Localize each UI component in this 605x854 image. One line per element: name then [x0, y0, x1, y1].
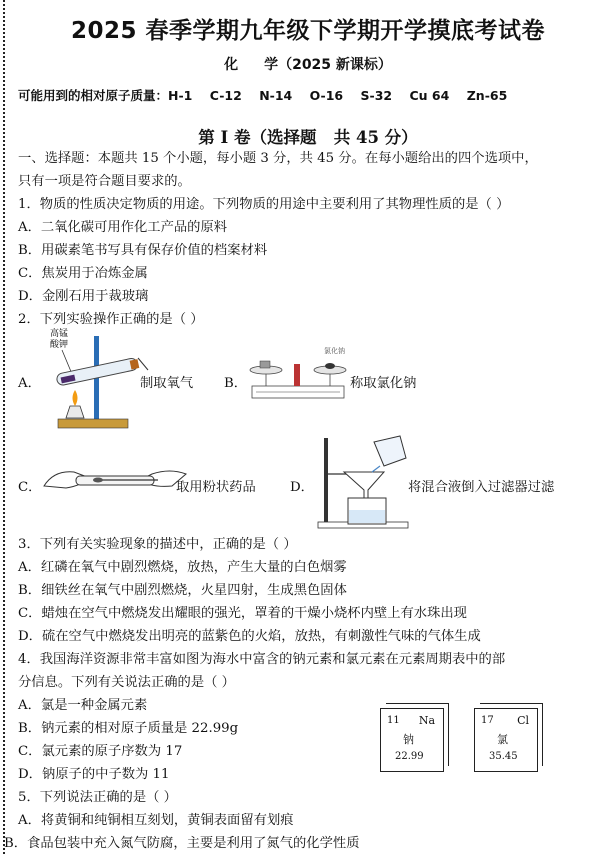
alcohol-lamp — [66, 406, 84, 418]
nacl-label: 氯化钠 — [324, 347, 345, 355]
q3-stem: 3．下列有关实验现象的描述中，正确的是（ ） — [18, 537, 297, 552]
subject-char-1: 化 — [224, 57, 239, 73]
flame — [73, 390, 78, 406]
q1-stem: 1．物质的性质决定物质的用途。下列物质的用途中主要利用了其物理性质的是（ ） — [18, 197, 510, 212]
filtration-figure — [314, 432, 414, 532]
q4-option-d: D．钠原子的中子数为 11 — [18, 767, 170, 782]
q2-option-a-label: A． — [18, 376, 41, 391]
weight — [260, 361, 270, 368]
sodium-symbol: Na — [418, 714, 435, 727]
chlorine-number: 17 — [481, 715, 494, 726]
q2-option-d-label: D． — [290, 480, 314, 495]
subject-char-2: 学（2025 新课标） — [264, 57, 392, 73]
chlorine-name: 氯 — [497, 733, 508, 746]
oxygen-apparatus-figure — [36, 326, 156, 430]
chlorine-element-tile — [474, 708, 538, 772]
q2-option-b-text: 称取氯化钠 — [350, 376, 417, 391]
sodium-mass: 22.99 — [395, 751, 424, 762]
section-intro-2: 只有一项是符合题目要求的。 — [18, 174, 191, 189]
q5-stem: 5．下列说法正确的是（ ） — [18, 790, 177, 805]
q3-option-d: D．硫在空气中燃烧发出明亮的蓝紫色的火焰，放热，有刺激性气味的气体生成 — [18, 629, 481, 644]
subject-line — [18, 54, 598, 74]
q1-option-c: C．焦炭用于冶炼金属 — [18, 266, 148, 281]
q1-option-a: A．二氧化碳可用作化工产品的原料 — [18, 220, 228, 235]
kmno4-label-2: 酸钾 — [50, 340, 69, 350]
q4-stem-2: 分信息。下列有关说法正确的是（ ） — [18, 675, 235, 690]
q2-option-a-text: 制取氧气 — [140, 376, 194, 391]
q1-option-d: D．金刚石用于裁玻璃 — [18, 289, 149, 304]
nacl-pile — [325, 363, 335, 369]
iron-stand-rod — [94, 336, 99, 424]
chlorine-mass: 35.45 — [489, 751, 518, 762]
q2-option-c-text: 取用粉状药品 — [176, 480, 256, 495]
q2-option-d-text: 将混合液倒入过滤器过滤 — [408, 480, 555, 495]
balance-figure — [244, 344, 354, 406]
q2-option-c-label: C． — [18, 480, 42, 495]
section-title: 第 I 卷（选择题 共 45 分） — [198, 128, 418, 147]
sodium-name: 钠 — [403, 733, 414, 746]
sodium-element-tile — [380, 708, 444, 772]
filtrate — [349, 510, 385, 523]
q2-stem: 2．下列实验操作正确的是（ ） — [18, 312, 204, 327]
q4-option-b: B．钠元素的相对原子质量是 22.99g — [18, 721, 239, 736]
powder-handling-figure — [40, 458, 190, 504]
atomic-mass-line: 可能用到的相对原子质量：H-1 C-12 N-14 O-16 S-32 Cu 64 Zn-65 — [18, 88, 508, 103]
q1-option-b: B．用碳素笔书写具有保存价值的档案材料 — [18, 243, 268, 258]
filter-stand-rod — [324, 438, 328, 526]
pouring-beaker — [374, 436, 406, 466]
q5-option-a: A．将黄铜和纯铜相互刻划，黄铜表面留有划痕 — [18, 813, 294, 828]
kmno4-label-1: 高锰 — [50, 329, 69, 339]
binding-margin-line — [3, 0, 5, 854]
q3-option-c: C．蜡烛在空气中燃烧发出耀眼的强光，罩着的干燥小烧杯内壁上有水珠出现 — [18, 606, 467, 621]
q3-option-a: A．红磷在氧气中剧烈燃烧，放热，产生大量的白色烟雾 — [18, 560, 347, 575]
q5-option-b: B．食品包装中充入氮气防腐，主要是利用了氮气的化学性质 — [4, 836, 360, 851]
q4-option-c: C．氯元素的原子序数为 17 — [18, 744, 183, 759]
stand-base — [58, 419, 128, 428]
q3-option-b: B．细铁丝在氧气中剧烈燃烧，火星四射，生成黑色固体 — [18, 583, 347, 598]
sodium-number: 11 — [387, 715, 400, 726]
exam-title: 2025 春季学期九年级下学期开学摸底考试卷 — [70, 18, 546, 44]
balance-pointer — [294, 364, 300, 386]
section-intro-1: 一、选择题：本题共 15 个小题，每小题 3 分，共 45 分。在每小题给出的四个选项中， — [18, 151, 538, 166]
q4-option-a: A．氯是一种金属元素 — [18, 698, 148, 713]
chlorine-symbol: Cl — [517, 714, 529, 727]
q2-option-b-label: B． — [224, 376, 248, 391]
q4-stem-1: 4．我国海洋资源非常丰富如图为海水中富含的钠元素和氯元素在元素周期表中的部 — [18, 652, 506, 667]
